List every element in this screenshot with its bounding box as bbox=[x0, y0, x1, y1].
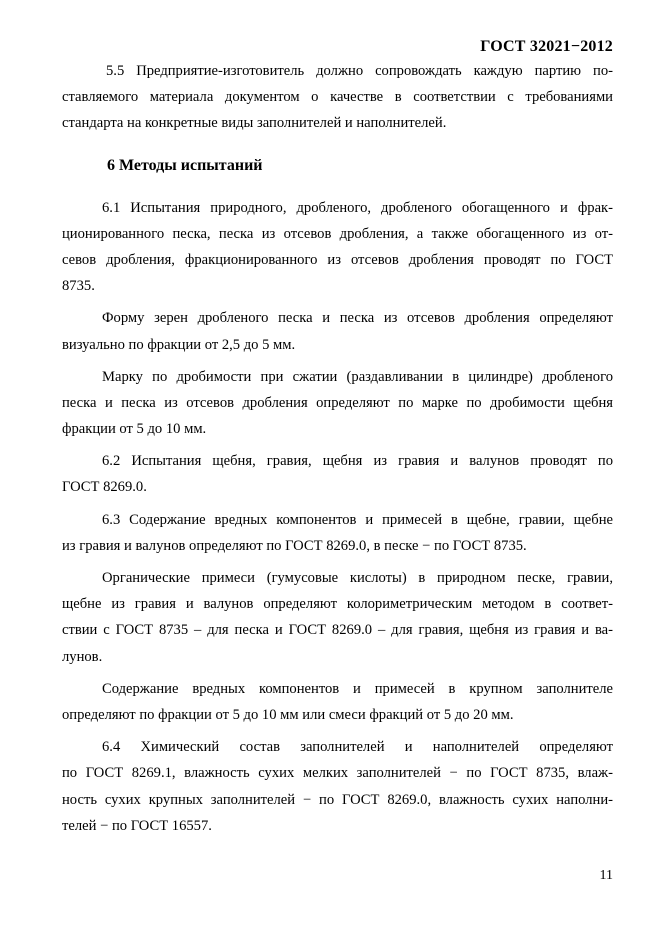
text-line: севов дробления, фракционированного из отсевов дробления проводят по ГОСТ bbox=[62, 251, 613, 268]
text-line: щебне из гравия и валунов определяют колориметрическим методом в соответ- bbox=[62, 596, 613, 613]
paragraph bbox=[62, 507, 613, 559]
text-line: 8735. bbox=[62, 278, 95, 295]
paragraph bbox=[62, 676, 613, 728]
text-line: телей − по ГОСТ 16557. bbox=[62, 817, 212, 834]
text-line: ционированного песка, песка из отсевов дробления, а также обогащенного из от- bbox=[62, 225, 613, 242]
paragraph bbox=[62, 364, 613, 443]
text-line: определяют по фракции от 5 до 10 мм или смеси фракций от 5 до 20 мм. bbox=[62, 706, 514, 723]
document-body bbox=[62, 58, 613, 839]
section-heading: 6 Методы испытаний bbox=[107, 156, 263, 174]
text-line: 6.2 Испытания щебня, гравия, щебня из гравия и валунов проводят по bbox=[102, 453, 613, 470]
text-line: по ГОСТ 8269.1, влажность сухих мелких заполнителей − по ГОСТ 8735, влаж- bbox=[62, 765, 613, 782]
text-line: Марку по дробимости при сжатии (раздавливании в цилиндре) дробленого bbox=[102, 368, 613, 385]
paragraph bbox=[62, 734, 613, 839]
text-line: стандарта на конкретные виды заполнителей и наполнителей. bbox=[62, 115, 447, 132]
text-line: 6.3 Содержание вредных компонентов и примесей в щебне, гравии, щебне bbox=[102, 511, 613, 528]
text-line: ность сухих крупных заполнителей − по ГОСТ 8269.0, влажность сухих наполни- bbox=[62, 791, 613, 808]
paragraph-gap bbox=[62, 137, 613, 151]
text-line: визуально по фракции от 2,5 до 5 мм. bbox=[62, 336, 296, 353]
text-line: фракции от 5 до 10 мм. bbox=[62, 421, 207, 438]
paragraph-gap bbox=[62, 181, 613, 195]
text-line: Форму зерен дробленого песка и песка из отсевов дробления определяют bbox=[102, 310, 613, 327]
paragraph bbox=[62, 58, 613, 137]
text-line: Органические примеси (гумусовые кислоты) в природном песке, гравии, bbox=[102, 570, 613, 586]
paragraph bbox=[62, 305, 613, 357]
text-line: 5.5 Предприятие-изготовитель должно сопровождать каждую партию по- bbox=[106, 63, 613, 79]
text-line: Содержание вредных компонентов и примесей в крупном заполнителе bbox=[102, 680, 613, 697]
text-line: ставляемого материала документом о качестве в соответствии с требованиями bbox=[62, 89, 613, 106]
text-line: 6.1 Испытания природного, дробленого, дробленого обогащенного и фрак- bbox=[102, 199, 613, 216]
text-line: ГОСТ 8269.0. bbox=[62, 479, 147, 496]
text-line: 6.4 Химический состав заполнителей и наполнителей определяют bbox=[102, 739, 613, 756]
page-number: 11 bbox=[599, 868, 613, 883]
text-line: ствии с ГОСТ 8735 – для песка и ГОСТ 8269.0 – для гравия, щебня из гравия и ва- bbox=[62, 622, 613, 639]
text-line: из гравия и валунов определяют по ГОСТ 8269.0, в песке − по ГОСТ 8735. bbox=[62, 537, 527, 554]
text-line: лунов. bbox=[62, 648, 103, 665]
document-number-header: ГОСТ 32021−2012 bbox=[480, 38, 613, 55]
text-line: песка и песка из отсевов дробления определяют по марке по дробимости щебня bbox=[62, 394, 613, 411]
paragraph bbox=[62, 565, 613, 670]
paragraph bbox=[62, 448, 613, 500]
paragraph bbox=[62, 195, 613, 300]
